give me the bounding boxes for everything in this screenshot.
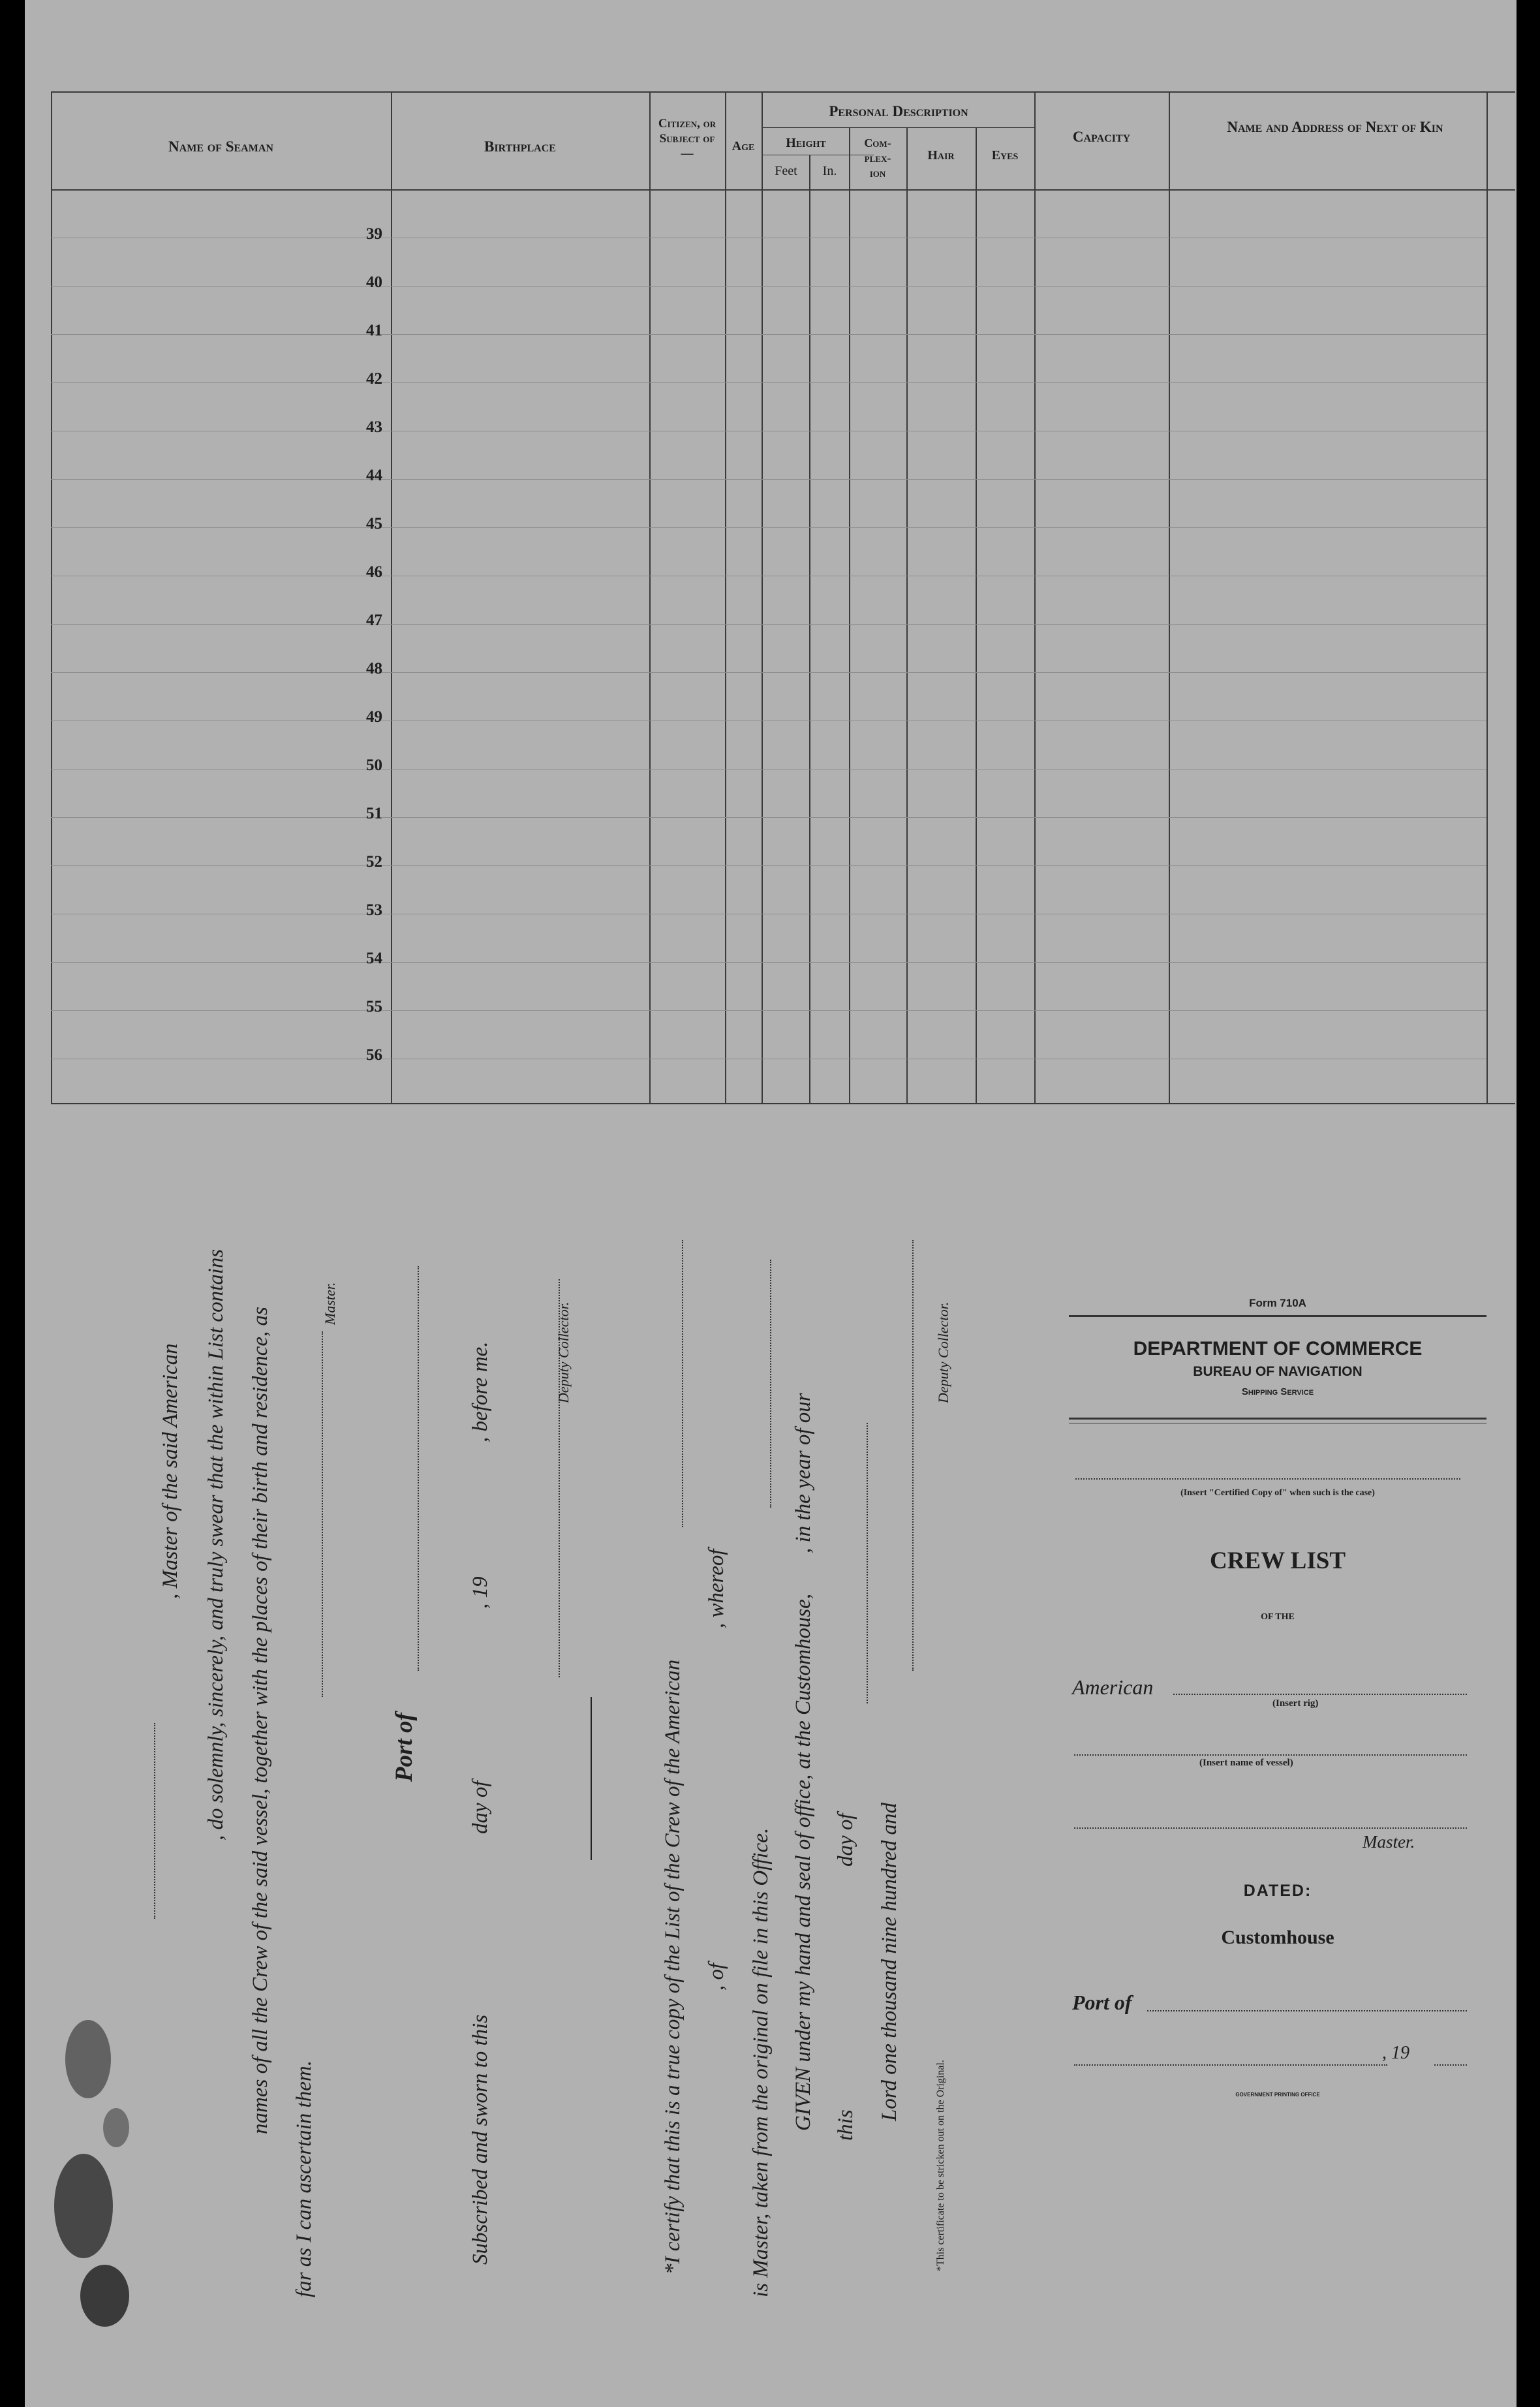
cover-year-blank [1434,2064,1467,2066]
damage-stain [54,2154,113,2258]
row-number: 43 [366,418,382,436]
header-next-of-kin: Name and Address of Next of Kin [1227,119,1443,135]
col-line [849,127,850,1103]
cover-port-of-label: Port of [1072,1991,1132,2014]
certificate-of: , of [705,1963,728,1991]
row-number: 49 [366,708,382,726]
row-number: 50 [366,756,382,774]
subscribed-text: Subscribed and sworn to this [469,2014,492,2265]
table-row-line [51,479,1486,480]
col-line [809,155,810,1103]
header-hair: Hair [927,148,955,163]
section-divider [591,1697,592,1860]
customhouse-blank [770,1260,773,1508]
certificate-this: this [834,2109,857,2141]
master-signature-line [322,1331,324,1697]
customhouse-label: Customhouse [1221,1927,1334,1948]
department-title: DEPARTMENT OF COMMERCE [1133,1338,1423,1359]
row-number: 54 [366,950,382,967]
form-number: Form 710A [1249,1297,1306,1309]
oath-line-2: , do solemnly, sincerely, and truly swear that the within List contains [204,1249,228,1840]
oath-port-of: Port of [391,1713,418,1782]
cover-date-blank [1074,2064,1387,2066]
rig-blank [1173,1694,1467,1695]
of-the-label: OF THE [1261,1612,1295,1622]
certificate-line-1: *I certify that this is a true copy of the List of the Crew of the American [661,1659,685,2275]
port-blank [418,1266,420,1671]
oath-line-1: , Master of the said American [159,1343,182,1599]
col-line [391,91,392,1103]
row-number: 41 [366,322,382,339]
header-height: Height [786,136,826,150]
col-line [762,91,763,1103]
row-number: 47 [366,612,382,629]
year-19-text: , 19 [469,1576,492,1609]
table-row-line [51,334,1486,335]
deputy-collector-label: Deputy Collector. [555,1301,572,1403]
header-feet: Feet [775,164,797,178]
row-number: 55 [366,998,382,1016]
cover-year-19: , 19 [1382,2043,1409,2063]
header-eyes: Eyes [991,148,1019,163]
before-me-text: , before me. [469,1341,492,1442]
row-number: 46 [366,563,382,581]
col-line [1486,91,1488,1103]
header-capacity: Capacity [1072,129,1131,145]
master-blank [1074,1827,1467,1829]
header-citizen: Citizen, or Subject of— [658,117,716,161]
bureau-title: BUREAU OF NAVIGATION [1193,1364,1363,1379]
certificate-line-4a: GIVEN under my hand and seal of office, at the Customhouse, [792,1593,815,2131]
table-row-line [51,382,1486,383]
document-sheet [25,0,1517,2407]
table-bottom-rule [51,1103,1515,1104]
header-bottom-rule [51,189,1515,191]
cover-rule-top [1069,1315,1486,1317]
table-row-line [51,962,1486,963]
row-number: 39 [366,225,382,243]
certificate-day-of: day of [834,1813,857,1867]
cert-collector-signature-line [912,1240,915,1671]
row-number: 42 [366,370,382,388]
header-name-of-seaman: Name of Seaman [168,138,273,155]
certified-copy-blank [1075,1478,1460,1480]
cover-rule-bottom [1069,1418,1486,1420]
header-birthplace: Birthplace [484,138,556,155]
table-row-line [51,672,1486,673]
table-row-line [51,865,1486,866]
certificate-line-3: is Master, taken from the original on file in this Office. [749,1827,773,2297]
insert-vessel-note: (Insert name of vessel) [1199,1758,1293,1768]
header-personal-description: Personal Description [829,103,968,119]
table-row-line [51,817,1486,818]
table-row-line [51,527,1486,528]
row-number: 45 [366,515,382,533]
crew-list-title: CREW LIST [1209,1547,1346,1574]
oath-line-4: far as I can ascertain them. [292,2060,316,2297]
day-of-text: day of [469,1780,492,1834]
cover-master-label: Master. [1363,1832,1415,1852]
damage-stain [65,2020,111,2098]
service-title: Shipping Service [1241,1386,1314,1397]
row-number: 53 [366,901,382,919]
table-row-line [51,286,1486,287]
header-complexion: Com- plex- ion [864,136,891,179]
row-number: 56 [366,1046,382,1064]
cover-port-blank [1147,2010,1467,2011]
vessel-name-blank [682,1240,685,1527]
personal-description-rule [763,127,1034,128]
row-number: 51 [366,805,382,822]
col-line [1034,91,1036,1103]
col-line [906,127,908,1103]
printer-imprint: GOVERNMENT PRINTING OFFICE [1235,2092,1320,2098]
certificate-line-4b: , in the year of our [792,1393,815,1553]
master-name-blank [154,1723,157,1919]
header-inches: In. [822,164,837,178]
vessel-blank [1074,1754,1467,1756]
certificate-footnote: *This certificate to be stricken out on the Original. [935,2060,946,2271]
year-blank [867,1423,869,1703]
col-line [725,91,726,1103]
col-line [649,91,651,1103]
row-number: 44 [366,467,382,484]
row-number: 40 [366,273,382,291]
certified-note: (Insert "Certified Copy of" when such is the case) [1180,1488,1375,1498]
col-line [1169,91,1170,1103]
table-row-line [51,624,1486,625]
dated-label: DATED: [1243,1882,1312,1900]
header-age: Age [732,139,755,153]
insert-rig-note: (Insert rig) [1272,1698,1319,1709]
damage-stain [103,2108,129,2147]
row-number: 48 [366,660,382,677]
table-top-rule [51,91,1515,93]
certificate-line-6: Lord one thousand nine hundred and [878,1803,901,2121]
table-row-line [51,1010,1486,1011]
master-label: Master. [322,1282,338,1325]
cert-deputy-collector-label: Deputy Collector. [935,1301,951,1403]
american-label: American [1072,1675,1154,1699]
col-line [976,127,977,1103]
row-number: 52 [366,853,382,871]
certificate-whereof: , whereof [705,1549,728,1628]
damage-stain [80,2265,129,2327]
col-line [51,91,52,1103]
oath-line-3: names of all the Crew of the said vessel, together with the places of their birth and residence, as [249,1307,272,2134]
